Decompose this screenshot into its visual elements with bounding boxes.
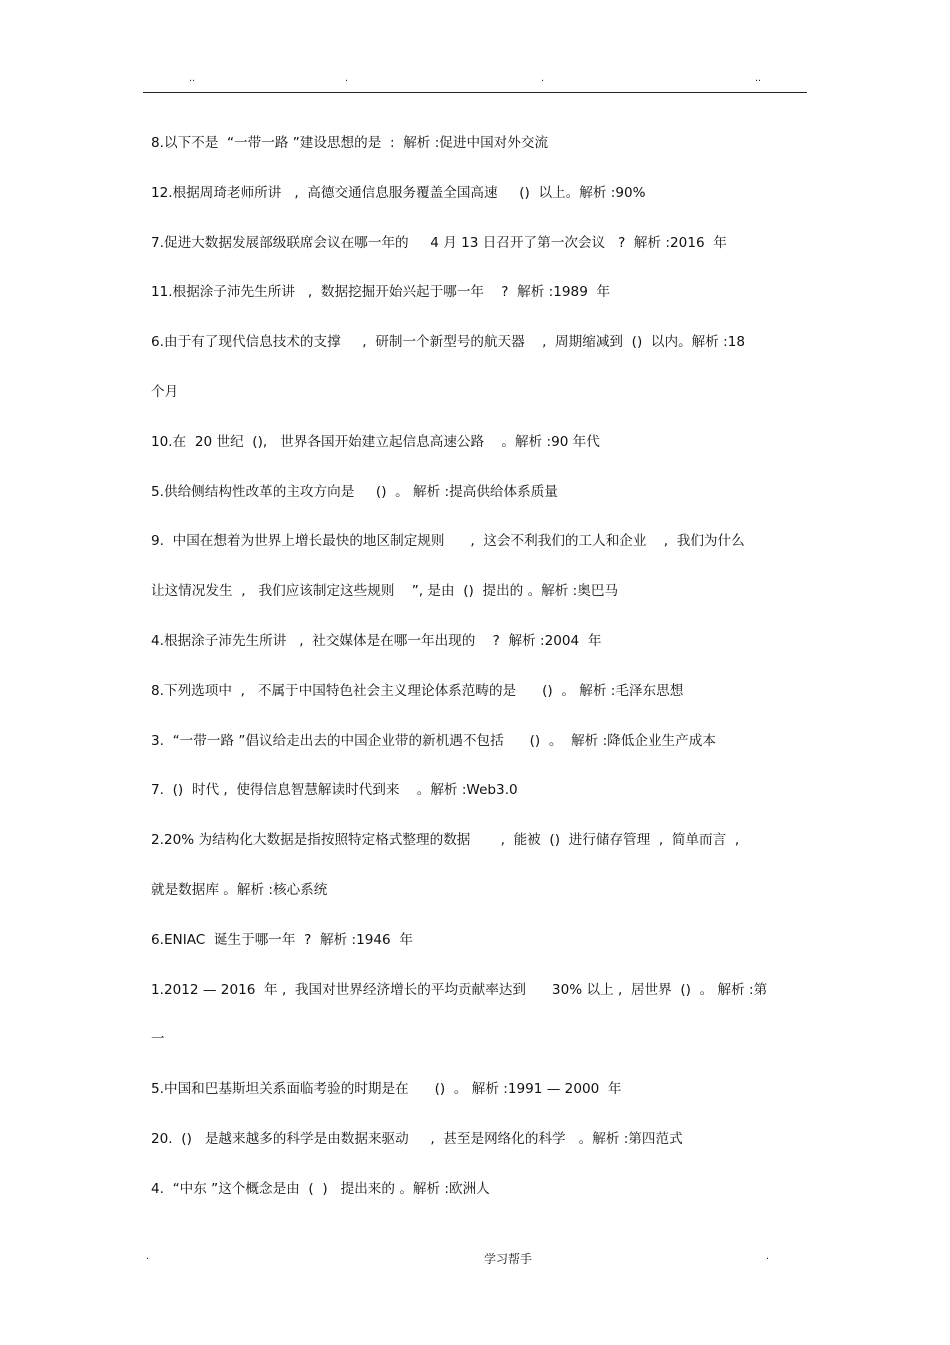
text-line: 12.根据周琦老师所讲 , 高德交通信息服务覆盖全国高速 () 以上。解析 :90% — [151, 184, 646, 201]
text-line: 3. “一带一路 ”倡议给走出去的中国企业带的新机遇不包括 () 。 解析 :降低企业生产成本 — [151, 732, 716, 749]
text-line: 1.2012 — 2016 年 , 我国对世界经济增长的平均贡献率达到 30% 以上 , 居世界 () 。 解析 :第 — [151, 981, 768, 998]
text-line: 6.ENIAC 诞生于哪一年 ? 解析 :1946 年 — [151, 931, 413, 948]
text-line: 2.20% 为结构化大数据是指按照特定格式整理的数据 , 能被 () 进行储存管理 , 简单而言 , — [151, 832, 740, 849]
text-line: 7. () 时代 , 使得信息智慧解读时代到来 。解析 :Web3.0 — [151, 782, 518, 799]
text-line: 一 — [151, 1031, 165, 1048]
text-line: 4.根据涂子沛先生所讲 , 社交媒体是在哪一年出现的 ? 解析 :2004 年 — [151, 632, 602, 649]
text-line: 个月 — [151, 383, 179, 400]
text-line: 8.下列选项中 , 不属于中国特色社会主义理论体系范畴的是 () 。 解析 :毛泽东思想 — [151, 682, 684, 699]
text-line: 10.在 20 世纪 (), 世界各国开始建立起信息高速公路 。解析 :90 年代 — [151, 433, 600, 450]
text-line: 11.根据涂子沛先生所讲 , 数据挖掘开始兴起于哪一年 ? 解析 :1989 年 — [151, 284, 611, 301]
footer-left-mark: . — [146, 1250, 150, 1262]
footer-right-mark: . — [766, 1250, 770, 1262]
text-line: 8.以下不是 “一带一路 ”建设思想的是 : 解析 :促进中国对外交流 — [151, 135, 549, 151]
header-mark-3: . — [541, 72, 545, 84]
text-line: 20. () 是越来越多的科学是由数据来驱动 , 甚至是网络化的科学 。解析 :第四范式 — [151, 1130, 683, 1147]
text-line: 让这情况发生 , 我们应该制定这些规则 ”, 是由 () 提出的 。解析 :奥巴马 — [151, 583, 619, 600]
header-mark-2: . — [345, 72, 349, 84]
header-mark-4: .. — [755, 72, 762, 84]
footer-text: 学习帮手 — [484, 1252, 533, 1266]
document-body — [151, 129, 831, 1225]
text-line: 6.由于有了现代信息技术的支撑 , 研制一个新型号的航天器 , 周期缩减到 () 以内。解析 :18 — [151, 334, 746, 351]
text-line: 7.促进大数据发展部级联席会议在哪一年的 4 月 13 日召开了第一次会议 ? 解析 :2016 年 — [151, 234, 727, 251]
header-rule — [143, 92, 807, 93]
text-line: 就是数据库 。解析 :核心系统 — [151, 881, 328, 898]
header-mark-1: .. — [189, 72, 196, 84]
text-line: 9. 中国在想着为世界上增长最快的地区制定规则 , 这会不利我们的工人和企业 , 我们为什么 — [151, 533, 745, 550]
text-line: 4. “中东 ”这个概念是由 ( ) 提出来的 。解析 :欧洲人 — [151, 1180, 490, 1197]
text-line: 5.供给侧结构性改革的主攻方向是 () 。 解析 :提高供给体系质量 — [151, 483, 558, 500]
text-line: 5.中国和巴基斯坦关系面临考验的时期是在 () 。 解析 :1991 — 2000 年 — [151, 1081, 622, 1098]
